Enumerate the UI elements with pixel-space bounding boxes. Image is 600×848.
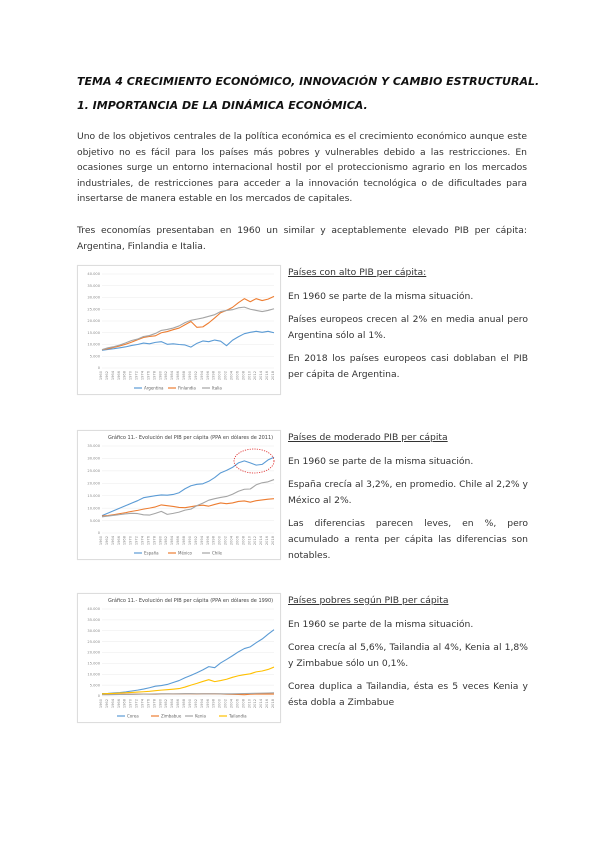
x-tick-label: 1980 [158, 699, 163, 709]
x-tick-label: 1968 [122, 536, 127, 546]
x-tick-label: 1980 [158, 536, 163, 546]
x-tick-label: 1994 [199, 536, 204, 546]
x-tick-label: 1982 [164, 536, 169, 546]
x-tick-label: 1988 [182, 536, 187, 546]
x-tick-label: 1998 [211, 371, 216, 381]
x-tick-label: 1976 [146, 699, 151, 709]
y-tick-label: 5.000 [89, 518, 100, 523]
series-line-corea [102, 630, 274, 694]
section-paragraph: En 1960 se parte de la misma situación. [288, 290, 474, 302]
x-tick-label: 2012 [253, 371, 258, 381]
x-tick-label: 2012 [253, 699, 258, 709]
y-tick-label: 10.000 [87, 342, 100, 347]
x-tick-label: 1964 [110, 371, 115, 381]
legend-label: México [178, 550, 192, 556]
y-tick-label: 35.000 [87, 444, 100, 449]
y-tick-label: 15.000 [87, 661, 100, 666]
y-tick-label: 20.000 [87, 650, 100, 655]
legend-label: Zimbabue [161, 713, 182, 719]
section-heading: Países con alto PIB per cápita: [288, 267, 427, 278]
x-tick-label: 1978 [152, 699, 157, 709]
legend-label: Tailandia [229, 713, 247, 719]
x-tick-label: 1960 [99, 699, 103, 709]
y-tick-label: 0 [97, 694, 100, 699]
section-paragraph: Las diferencias parecen leves, en %, pero acumulado a renta per cápita las diferencias son notables. [288, 518, 528, 561]
x-tick-label: 1972 [134, 699, 139, 709]
x-tick-label: 1968 [122, 371, 127, 381]
x-tick-label: 1994 [199, 371, 204, 381]
x-tick-label: 1992 [193, 536, 198, 546]
x-tick-label: 1990 [187, 371, 192, 381]
x-tick-label: 1986 [176, 371, 181, 381]
x-tick-label: 1988 [182, 371, 187, 381]
legend-label: Corea [127, 713, 139, 719]
x-tick-label: 2018 [271, 536, 275, 546]
x-tick-label: 2000 [217, 371, 222, 381]
y-tick-label: 40.000 [87, 607, 100, 612]
x-tick-label: 2012 [253, 536, 258, 546]
x-tick-label: 1972 [134, 536, 139, 546]
x-tick-label: 1972 [134, 371, 139, 381]
x-tick-label: 1996 [205, 699, 210, 709]
x-tick-label: 2004 [229, 699, 234, 709]
highlight-circle [234, 449, 274, 473]
legend-label: Kenia [195, 713, 206, 719]
x-tick-label: 1990 [187, 699, 192, 709]
x-tick-label: 1970 [128, 536, 133, 546]
y-tick-label: 15.000 [87, 330, 100, 335]
x-tick-label: 2018 [271, 699, 275, 709]
x-tick-label: 2014 [259, 699, 264, 709]
x-tick-label: 1996 [205, 371, 210, 381]
x-tick-label: 1974 [140, 536, 145, 546]
series-line-tailandia [102, 667, 274, 694]
x-tick-label: 1962 [104, 371, 109, 381]
section-heading: Países de moderado PIB per cápita [288, 432, 448, 443]
x-tick-label: 2002 [223, 699, 228, 709]
y-tick-label: 25.000 [87, 469, 100, 474]
x-tick-label: 1992 [193, 699, 198, 709]
x-tick-label: 2014 [259, 371, 264, 381]
section-paragraph: En 2018 los países europeos casi doblaban el PIB per cápita de Argentina. [288, 353, 528, 380]
x-tick-label: 1982 [164, 371, 169, 381]
x-tick-label: 1998 [211, 699, 216, 709]
x-tick-label: 1962 [104, 536, 109, 546]
x-tick-label: 1970 [128, 699, 133, 709]
x-tick-label: 2004 [229, 536, 234, 546]
x-tick-label: 2016 [265, 371, 270, 381]
x-tick-label: 2016 [265, 699, 270, 709]
y-tick-label: 40.000 [87, 272, 100, 277]
legend-label: España [144, 550, 159, 556]
x-tick-label: 2002 [223, 536, 228, 546]
x-tick-label: 1994 [199, 699, 204, 709]
y-tick-label: 0 [97, 531, 100, 536]
chart-title: Gráfico 11.- Evolución del PIB per cápita (PPA en dólares de 1990) [108, 598, 274, 604]
y-tick-label: 35.000 [87, 618, 100, 623]
y-tick-label: 30.000 [87, 628, 100, 633]
chart-poor-gdp [77, 593, 281, 723]
intro-paragraph-2: Tres economías presentaban en 1960 un similar y aceptablemente elevado PIB per cápita: Argentina, Finlandia e Italia. [77, 225, 527, 252]
legend-label: Chile [212, 550, 223, 556]
section-heading: Países pobres según PIB per cápita [288, 595, 449, 606]
x-tick-label: 1974 [140, 371, 145, 381]
x-tick-label: 1984 [170, 371, 175, 381]
section-paragraph: En 1960 se parte de la misma situación. [288, 455, 474, 467]
legend-label: Italia [212, 385, 222, 391]
section-paragraph: España crecía al 3,2%, en promedio. Chile al 2,2% y México al 2%. [288, 479, 528, 506]
y-tick-label: 10.000 [87, 672, 100, 677]
x-tick-label: 2006 [235, 536, 240, 546]
y-tick-label: 30.000 [87, 456, 100, 461]
x-tick-label: 1964 [110, 536, 115, 546]
x-tick-label: 2010 [247, 699, 252, 709]
section-poor-gdp [288, 593, 528, 719]
y-tick-label: 20.000 [87, 481, 100, 486]
intro-paragraph: Uno de los objetivos centrales de la política económica es el crecimiento económico aunque este objetivo no es fácil para los países más pobres y vulnerables debido a las restricciones. En ocasiones surge un entorno internacional hostil por el proteccionismo agrario en los mercados industriales, de restricciones para acceder a la innovación tecnológica o de dificultades para insertarse de manera estable en los mercados de capitales. [77, 131, 527, 205]
x-tick-label: 2006 [235, 699, 240, 709]
section-high-gdp [288, 265, 528, 391]
y-tick-label: 15.000 [87, 493, 100, 498]
x-tick-label: 1976 [146, 371, 151, 381]
section-paragraph: En 1960 se parte de la misma situación. [288, 618, 474, 630]
x-tick-label: 1986 [176, 536, 181, 546]
x-tick-label: 1988 [182, 699, 187, 709]
y-tick-label: 35.000 [87, 283, 100, 288]
y-tick-label: 5.000 [89, 354, 100, 359]
x-tick-label: 1984 [170, 536, 175, 546]
x-tick-label: 2008 [241, 371, 246, 381]
x-tick-label: 2010 [247, 371, 252, 381]
x-tick-label: 2014 [259, 536, 264, 546]
x-tick-label: 1992 [193, 371, 198, 381]
x-tick-label: 1966 [116, 699, 121, 709]
x-tick-label: 1968 [122, 699, 127, 709]
x-tick-label: 2000 [217, 699, 222, 709]
y-tick-label: 30.000 [87, 295, 100, 300]
section-title: 1. IMPORTANCIA DE LA DINÁMICA ECONÓMICA. [77, 99, 368, 112]
x-tick-label: 2008 [241, 536, 246, 546]
x-tick-label: 1962 [104, 699, 109, 709]
x-tick-label: 1996 [205, 536, 210, 546]
x-tick-label: 2002 [223, 371, 228, 381]
chart-high-gdp [77, 265, 281, 395]
chart-title: Gráfico 11.- Evolución del PIB per cápita (PPA en dólares de 2011) [108, 435, 274, 441]
series-line-chile [102, 480, 274, 517]
y-tick-label: 25.000 [87, 307, 100, 312]
x-tick-label: 1984 [170, 699, 175, 709]
x-tick-label: 1964 [110, 699, 115, 709]
x-tick-label: 1970 [128, 371, 133, 381]
y-tick-label: 10.000 [87, 506, 100, 511]
legend-label: Finlandia [178, 385, 196, 391]
x-tick-label: 2018 [271, 371, 275, 381]
chart-poor-gdp-svg [78, 594, 280, 722]
chart-high-gdp-svg [78, 266, 280, 394]
x-tick-label: 1980 [158, 371, 163, 381]
x-tick-label: 1978 [152, 536, 157, 546]
x-tick-label: 1966 [116, 536, 121, 546]
section-moderate-gdp [288, 430, 528, 571]
x-tick-label: 1998 [211, 536, 216, 546]
x-tick-label: 2000 [217, 536, 222, 546]
x-tick-label: 2008 [241, 699, 246, 709]
x-tick-label: 2016 [265, 536, 270, 546]
x-tick-label: 1990 [187, 536, 192, 546]
series-line-argentina [102, 331, 274, 350]
section-paragraph: Corea duplica a Tailandia, ésta es 5 veces Kenia y ésta dobla a Zimbabue [288, 681, 528, 708]
x-tick-label: 1974 [140, 699, 145, 709]
x-tick-label: 1960 [99, 536, 103, 546]
section-paragraph: Corea crecía al 5,6%, Tailandia al 4%, Kenia al 1,8% y Zimbabue sólo un 0,1%. [288, 642, 528, 669]
x-tick-label: 1960 [99, 371, 103, 381]
y-tick-label: 5.000 [89, 683, 100, 688]
x-tick-label: 2010 [247, 536, 252, 546]
x-tick-label: 1982 [164, 699, 169, 709]
section-paragraph: Países europeos crecen al 2% en media anual pero Argentina sólo al 1%. [288, 314, 528, 341]
x-tick-label: 1986 [176, 699, 181, 709]
chart-moderate-gdp [77, 430, 281, 560]
x-tick-label: 2004 [229, 371, 234, 381]
legend-label: Argentina [144, 385, 164, 391]
y-tick-label: 25.000 [87, 639, 100, 644]
doc-title: TEMA 4 CRECIMIENTO ECONÓMICO, INNOVACIÓN Y CAMBIO ESTRUCTURAL. [77, 75, 540, 88]
chart-moderate-gdp-svg [78, 431, 280, 559]
y-tick-label: 20.000 [87, 319, 100, 324]
x-tick-label: 2006 [235, 371, 240, 381]
y-tick-label: 0 [97, 366, 100, 371]
x-tick-label: 1966 [116, 371, 121, 381]
x-tick-label: 1976 [146, 536, 151, 546]
x-tick-label: 1978 [152, 371, 157, 381]
